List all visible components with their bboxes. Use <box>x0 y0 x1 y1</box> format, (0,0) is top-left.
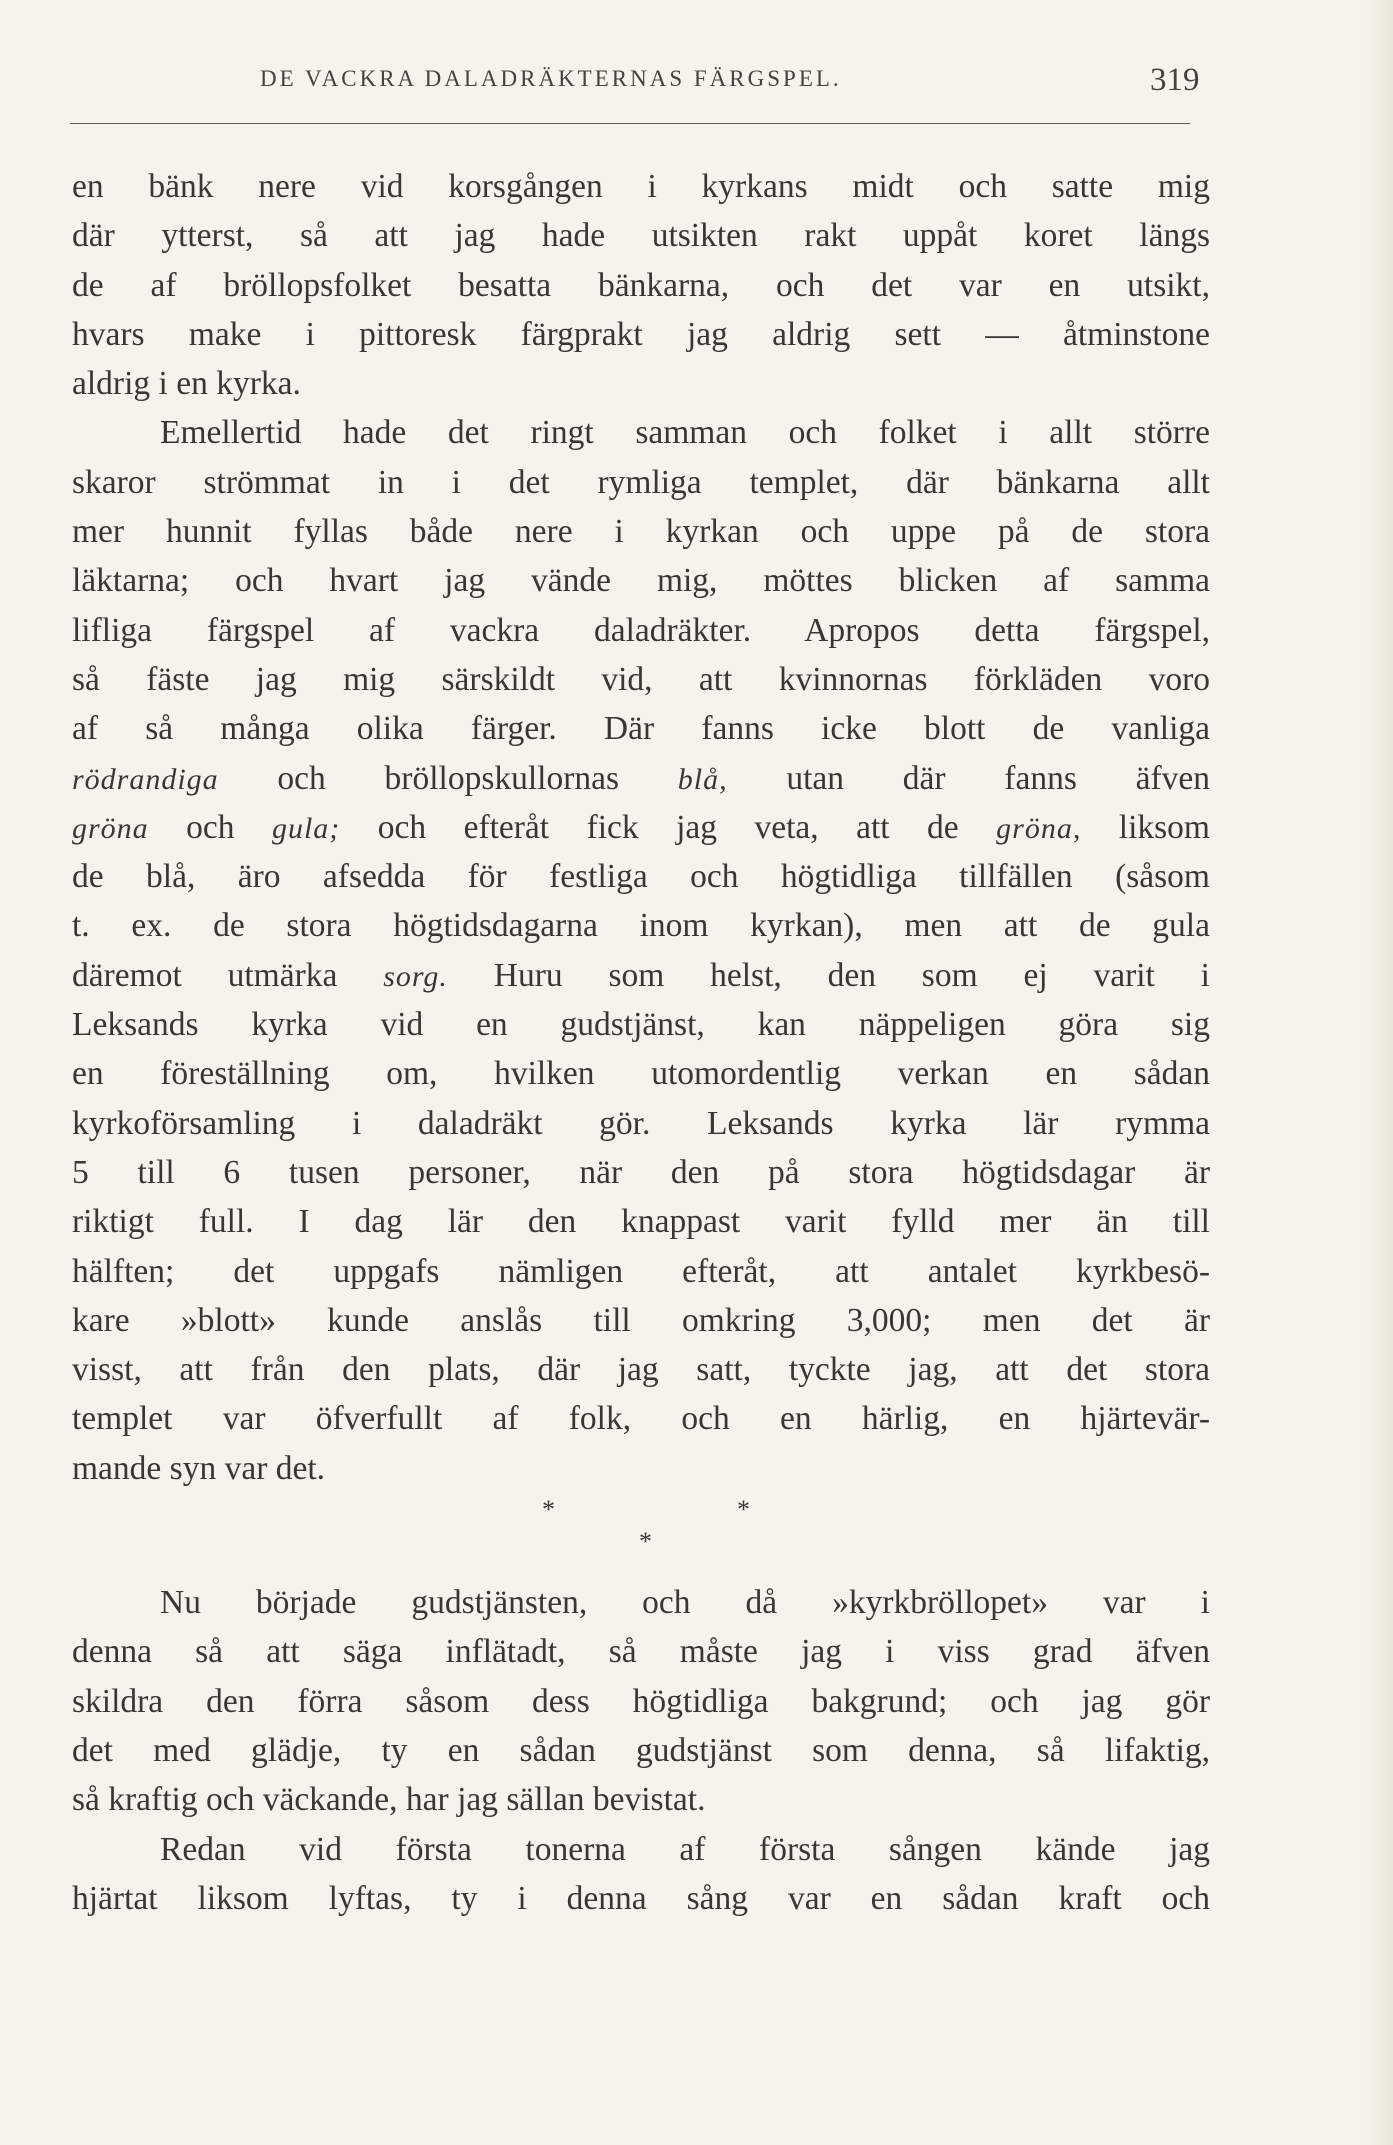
section-spacer <box>72 1556 1210 1578</box>
text-line: Emellertid hade det ringt samman och folket i allt större <box>160 414 1210 452</box>
asterisk: * <box>737 1495 750 1525</box>
body-text <box>72 162 1210 1923</box>
text-line: de af bröllopsfolket besatta bänkarna, och det var en utsikt, <box>72 266 1210 304</box>
text-line: 5 till 6 tusen personer, när den på stora högtidsdagar är <box>72 1153 1210 1191</box>
page-edge-shadow <box>1365 0 1393 2145</box>
italic-word: sorg. <box>383 959 448 993</box>
italic-word: gröna, <box>996 811 1082 845</box>
text-line: så kraftig och väckande, har jag sällan bevistat. <box>72 1781 706 1819</box>
text-span: och efteråt fick jag veta, att de <box>340 808 997 846</box>
italic-word: gröna <box>72 811 149 845</box>
text-span: däremot utmärka <box>72 956 384 994</box>
paragraph-2 <box>72 408 1210 1493</box>
text-line: riktigt full. I dag lär den knappast varit fylld mer än till <box>72 1203 1210 1241</box>
text-line: mer hunnit fyllas både nere i kyrkan och uppe på de stora <box>72 513 1210 551</box>
text-span: liksom <box>1081 808 1210 846</box>
text-line: där ytterst, så att jag hade utsikten rakt uppåt koret längs <box>72 217 1210 255</box>
running-title: DE VACKRA DALADRÄKTERNAS FÄRGSPEL. <box>260 66 842 91</box>
text-line: denna så att säga inflätadt, så måste jag i viss grad äfven <box>72 1633 1210 1671</box>
text-line: Redan vid första tonerna af första sången kände jag <box>160 1830 1210 1868</box>
text-line: mande syn var det. <box>72 1449 326 1487</box>
text-line: af så många olika färger. Där fanns icke blott de vanliga <box>72 710 1210 748</box>
text-line <box>72 754 1210 803</box>
text-line: skildra den förra såsom dess högtidliga bakgrund; och jag gör <box>72 1682 1210 1720</box>
text-span: och <box>148 808 272 846</box>
text-line: t. ex. de stora högtidsdagarna inom kyrkan), men att de gula <box>72 907 1210 945</box>
text-span: utan där fanns äfven <box>727 759 1211 797</box>
paragraph-4 <box>72 1825 1210 1924</box>
text-line: Nu började gudstjänsten, och då »kyrkbröllopet» var i <box>160 1584 1210 1622</box>
italic-word: gula; <box>271 811 341 845</box>
asterisk: * <box>639 1527 652 1557</box>
section-break-asterisks <box>72 1493 1210 1556</box>
text-line: hvars make i pittoresk färgprakt jag aldrig sett — åtminstone <box>72 315 1210 353</box>
text-line: en bänk nere vid korsgången i kyrkans midt och satte mig <box>72 168 1210 205</box>
text-line: så fäste jag mig särskildt vid, att kvinnornas förkläden voro <box>72 660 1210 698</box>
text-line: de blå, äro afsedda för festliga och högtidliga tillfällen (såsom <box>72 858 1210 896</box>
text-line: kare »blott» kunde anslås till omkring 3,000; men det är <box>72 1301 1210 1339</box>
text-line: hälften; det uppgafs nämligen efteråt, att antalet kyrkbesö- <box>72 1252 1210 1290</box>
text-line <box>72 951 1210 1000</box>
header-rule <box>70 123 1190 124</box>
paragraph-3 <box>72 1578 1210 1824</box>
text-line: Leksands kyrka vid en gudstjänst, kan näppeligen göra sig <box>72 1006 1210 1044</box>
text-line: visst, att från den plats, där jag satt, tyckte jag, att det stora <box>72 1351 1210 1389</box>
italic-word: blå, <box>677 762 728 796</box>
text-line: lifliga färgspel af vackra daladräkter. Apropos detta färgspel, <box>72 611 1210 649</box>
text-line: aldrig i en kyrka. <box>72 365 301 403</box>
text-line: skaror strömmat in i det rymliga templet, där bänkarna allt <box>72 463 1210 501</box>
text-line: läktarna; och hvart jag vände mig, möttes blicken af samma <box>72 562 1210 600</box>
asterisk: * <box>542 1495 555 1525</box>
text-line: en föreställning om, hvilken utomordentlig verkan en sådan <box>72 1055 1210 1093</box>
text-line: kyrkoförsamling i daladräkt gör. Leksands kyrka lär rymma <box>72 1104 1210 1142</box>
text-line: det med glädje, ty en sådan gudstjänst som denna, så lifaktig, <box>72 1731 1210 1769</box>
paragraph-1 <box>72 162 1210 408</box>
page-number: 319 <box>1150 62 1200 98</box>
text-span: och bröllopskullornas <box>218 759 678 797</box>
text-line <box>72 803 1210 852</box>
text-span: Huru som helst, den som ej varit i <box>447 956 1210 994</box>
running-head <box>70 62 1200 122</box>
italic-word: rödrandiga <box>72 762 219 796</box>
text-line: hjärtat liksom lyftas, ty i denna sång var en sådan kraft och <box>72 1879 1210 1917</box>
text-line: templet var öfverfullt af folk, och en härlig, en hjärtevär- <box>72 1400 1210 1438</box>
